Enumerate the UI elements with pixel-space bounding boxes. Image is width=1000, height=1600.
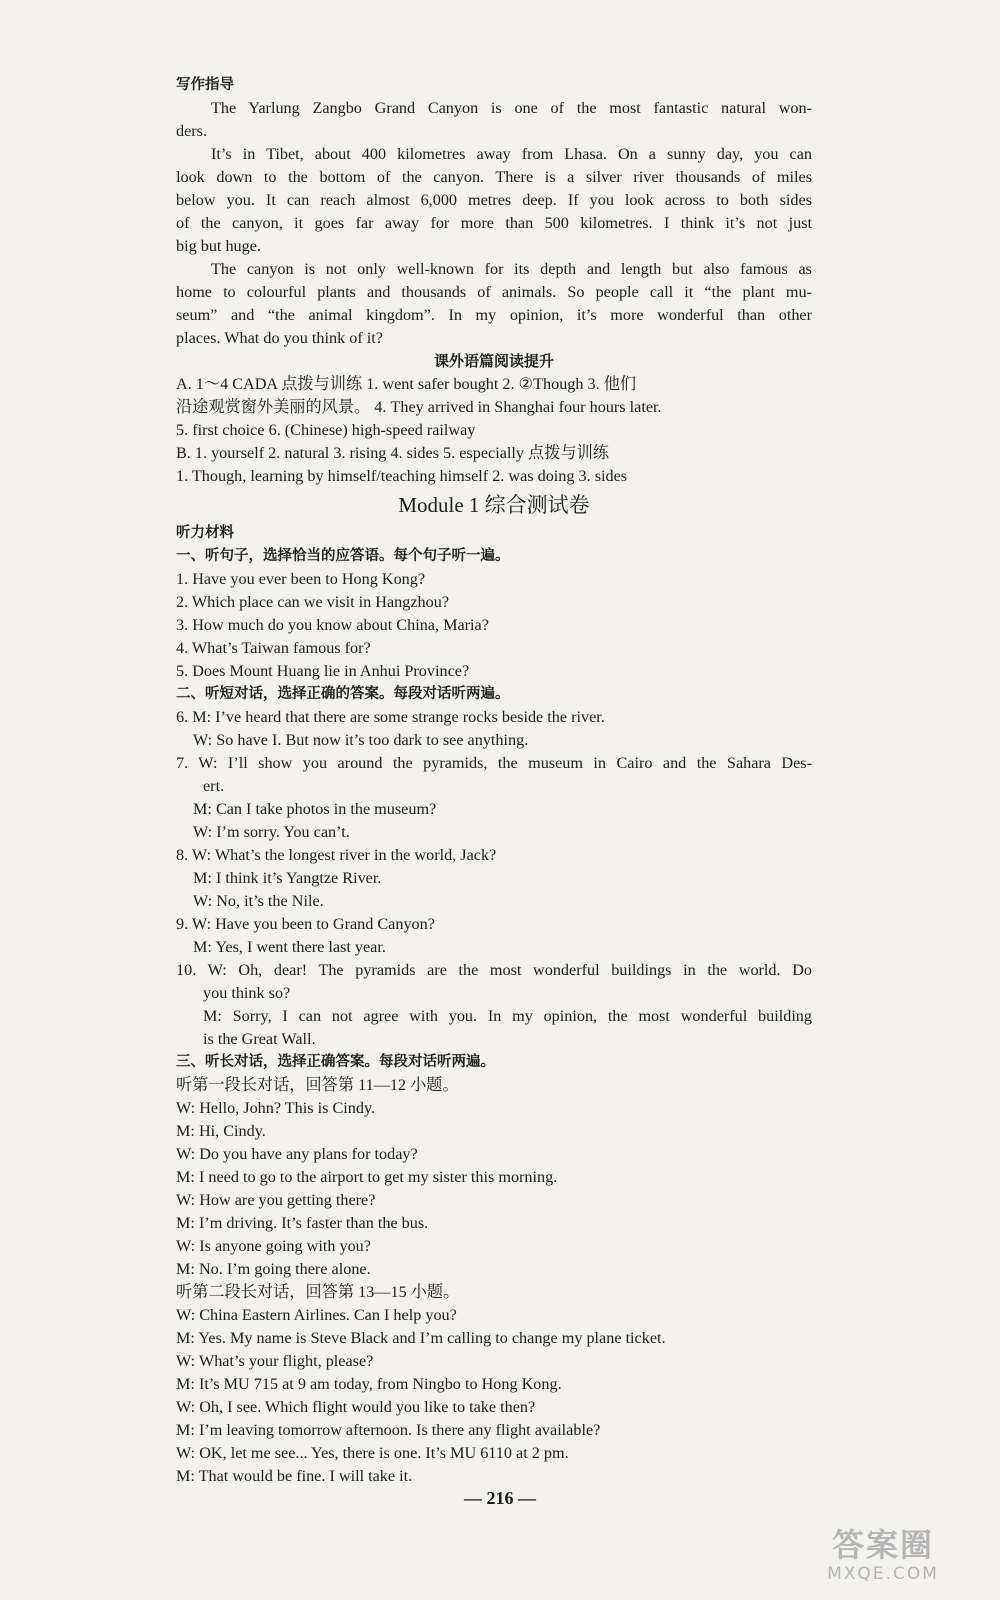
reading-line: B. 1. yourself 2. natural 3. rising 4. sides 5. especially 点拨与训练 (176, 444, 609, 462)
section2-line: 7. W: I’ll show you around the pyramids, the museum in Cairo and the Sahara Des- (176, 754, 812, 772)
section2-line: W: So have I. But now it’s too dark to see anything. (193, 731, 529, 749)
dialog2-line: M: That would be fine. I will take it. (176, 1467, 413, 1485)
dialog1-line: W: Is anyone going with you? (176, 1237, 371, 1255)
dialog1-intro: 听第一段长对话，回答第 11—12 小题。 (176, 1076, 459, 1094)
section1-item: 1. Have you ever been to Hong Kong? (176, 570, 426, 588)
section1-heading: 一、听句子，选择恰当的应答语。每个句子听一遍。 (176, 548, 510, 564)
dialog2-line: W: What’s your flight, please? (176, 1352, 374, 1370)
dialog2-line: M: Yes. My name is Steve Black and I’m calling to change my plane ticket. (176, 1329, 666, 1347)
writing-heading: 写作指导 (176, 77, 234, 93)
dialog2-line: W: Oh, I see. Which flight would you like to take then? (176, 1398, 536, 1416)
writing-line: It’s in Tibet, about 400 kilometres away from Lhasa. On a sunny day, you can (211, 145, 812, 163)
reading-heading: 课外语篇阅读提升 (433, 352, 554, 370)
reading-line: 1. Though, learning by himself/teaching himself 2. was doing 3. sides (176, 467, 628, 485)
answer-page (176, 74, 812, 1488)
writing-line: big but huge. (176, 237, 261, 255)
watermark-bottom: MXQE.COM (827, 1564, 939, 1584)
writing-line: The canyon is not only well-known for its depth and length but also famous as (211, 260, 812, 278)
section2-line: ert. (203, 777, 225, 795)
section2-line: W: I’m sorry. You can’t. (193, 823, 350, 841)
section2-line: is the Great Wall. (203, 1030, 316, 1048)
writing-line: places. What do you think of it? (176, 329, 383, 347)
section1-item: 3. How much do you know about China, Maria? (176, 616, 489, 634)
section2-line: M: Yes, I went there last year. (193, 938, 386, 956)
section2-line: M: Can I take photos in the museum? (193, 800, 437, 818)
dialog2-intro: 听第二段长对话，回答第 13—15 小题。 (176, 1283, 460, 1301)
dialog2-line: W: OK, let me see... Yes, there is one. It’s MU 6110 at 2 pm. (176, 1444, 569, 1462)
section2-line: you think so? (203, 984, 291, 1002)
section2-line: W: No, it’s the Nile. (193, 892, 324, 910)
watermark-logo (788, 1526, 978, 1590)
section2-line: M: Sorry, I can not agree with you. In my opinion, the most wonderful building (203, 1007, 812, 1025)
writing-line: home to colourful plants and thousands of animals. So people call it “the plant mu- (176, 283, 812, 301)
dialog2-line: W: China Eastern Airlines. Can I help you? (176, 1306, 457, 1324)
section1-item: 5. Does Mount Huang lie in Anhui Province? (176, 662, 470, 680)
section3-heading: 三、听长对话，选择正确答案。每段对话听两遍。 (176, 1054, 495, 1070)
dialog1-line: W: Hello, John? This is Cindy. (176, 1099, 376, 1117)
writing-line: look down to the bottom of the canyon. There is a silver river thousands of miles (176, 168, 812, 186)
section2-heading: 二、听短对话，选择正确的答案。每段对话听两遍。 (176, 686, 510, 702)
dialog2-line: M: I’m leaving tomorrow afternoon. Is there any flight available? (176, 1421, 601, 1439)
page-number: — 216 — (464, 1488, 536, 1508)
section2-line: 9. W: Have you been to Grand Canyon? (176, 915, 435, 933)
writing-line: ders. (176, 122, 208, 140)
reading-line: 沿途观赏窗外美丽的风景。 4. They arrived in Shanghai four hours later. (176, 398, 662, 416)
watermark-top: 答案圈 (831, 1526, 934, 1564)
section2-line: 8. W: What’s the longest river in the world, Jack? (176, 846, 497, 864)
section2-line: 10. W: Oh, dear! The pyramids are the most wonderful buildings in the world. Do (176, 961, 812, 979)
dialog2-line: M: It’s MU 715 at 9 am today, from Ningbo to Hong Kong. (176, 1375, 562, 1393)
section2-line: M: I think it’s Yangtze River. (193, 869, 382, 887)
dialog1-line: W: Do you have any plans for today? (176, 1145, 418, 1163)
reading-line: 5. first choice 6. (Chinese) high-speed railway (176, 421, 476, 439)
section2-line: 6. M: I’ve heard that there are some strange rocks beside the river. (176, 708, 605, 726)
section1-item: 2. Which place can we visit in Hangzhou? (176, 593, 449, 611)
module-title: Module 1 综合测试卷 (398, 493, 590, 517)
writing-line: of the canyon, it goes far away for more than 500 kilometres. I think it’s not just (176, 214, 812, 232)
listening-heading: 听力材料 (176, 525, 234, 541)
writing-line: below you. It can reach almost 6,000 metres deep. If you look across to both sides (176, 191, 812, 209)
writing-line: The Yarlung Zangbo Grand Canyon is one of the most fantastic natural won- (211, 99, 812, 117)
dialog1-line: W: How are you getting there? (176, 1191, 376, 1209)
dialog1-line: M: No. I’m going there alone. (176, 1260, 371, 1278)
dialog1-line: M: I need to go to the airport to get my sister this morning. (176, 1168, 558, 1186)
reading-line: A. 1～4 CADA 点拨与训练 1. went safer bought 2. ②Though 3. 他们 (176, 375, 637, 393)
dialog1-line: M: Hi, Cindy. (176, 1122, 266, 1140)
section1-item: 4. What’s Taiwan famous for? (176, 639, 371, 657)
writing-line: seum” and “the animal kingdom”. In my opinion, it’s more wonderful than other (176, 306, 812, 324)
dialog1-line: M: I’m driving. It’s faster than the bus. (176, 1214, 429, 1232)
